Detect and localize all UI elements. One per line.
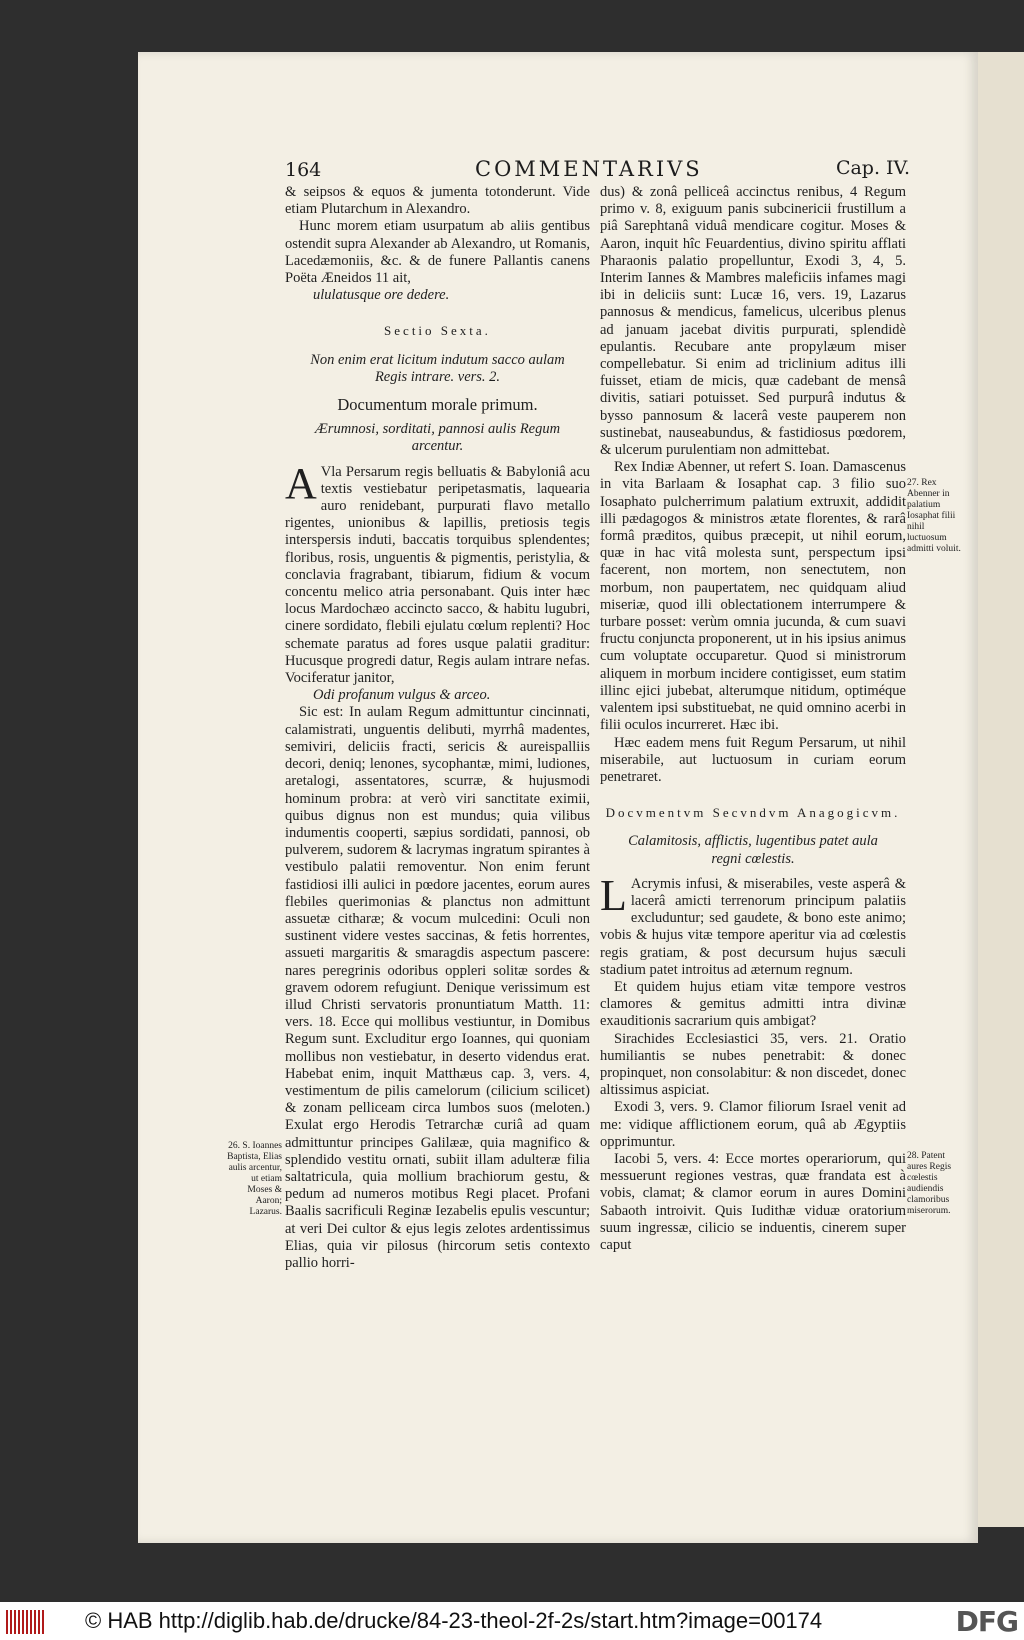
paragraph (285, 458, 590, 688)
chapter-label: Cap. IV. (835, 157, 910, 179)
margin-note-28: 28. Patent aures Regis cœlestis audiendis clamoribus miserorum. (907, 1151, 952, 1216)
section-title: Docvmentvm Secvndvm Anagogicvm. (605, 805, 901, 821)
dfg-logo: DFG (955, 1605, 1018, 1638)
paragraph: Exodi 3, vers. 9. Clamor filiorum Israel venit ad me: vidique afflictionem eorum, quâ ab Ægyptiis opprimuntur. (600, 1099, 906, 1150)
paragraph: ululatusque ore dedere. (313, 287, 450, 304)
left-text-column (285, 184, 590, 1272)
viewer-footer (0, 1602, 1024, 1640)
paragraph: Iacobi 5, vers. 4: Ecce mortes operariorum, qui messuerunt regiones vestras, quæ frandata est à vobis, clamat; & clamor eorum in aures Domini Sabaoth introivit. Quis Iudithæ viduæ oratorium suum ingressæ, cilicio se induentis, cinerem super caput (600, 1150, 906, 1253)
paragraph: Odi profanum vulgus & arceo. (313, 687, 491, 704)
paragraph: Ærumnosi, sorditati, pannosi aulis Regum arcentur. (314, 421, 561, 455)
paragraph: dus) & zonâ pelliceâ accinctus renibus, 4 Regum primo v. 8, exiguum panis subcinericii frustillum a piâ Sarephtanâ viduâ mendicare cogitur. Moses & Aaron, inquit hîc Feuardentius, divino spiritu afflati Pharaonis palatio propelluntur, Exodi 3, 4, 5. Interim Iannes & Mambres maleficiis infames magi ibi in deliciis sunt: Lucæ 16, vers. 19, Lazarus pannosus & mendicus, famelicus, ulceribus plenus ad januam jacebat divitis purpurati, splendidè epulantis. Recubare ante propylæum miser compellebatur. Si enim ad triclinium aditus illi fuisset, etiam de micis, quæ cadebant de mensâ divitis, satiari potuisset. Sed purpurâ indutus & bysso pannosum & lacerâ veste pauperem non sustinebat, nauseabundus, & fastidiosus pœdorem, & ulcerum purulentiam non admittebat. (600, 184, 906, 459)
drop-cap: L (600, 870, 627, 920)
drop-cap: A (285, 458, 317, 508)
paragraph: Sirachides Ecclesiastici 35, vers. 21. Oratio humiliantis se nubes penetrabit: & donec propinquet, non consolabitur: & non discedet, donec altissimus aspiciat. (600, 1030, 906, 1099)
paragraph: Calamitosis, afflictis, lugentibus patet aula regni cœlestis. (628, 833, 878, 867)
paragraph-text: Vla Persarum regis belluatis & Babyloniâ acu textis vestiebatur peripetasmatis, laquearia auro renidebant, purpurati flavo metallo rigentes, unionibus & lapillis, pretiosis tegis interspersis induti, baccatis torquibus splendentes; floribus, rosis, unguentis & pigmentis, peristylia, & conclavia fragrabant, tibiarum, fidium & vocum concentu melico atria personabant. Quis inter hæc locus Mardochæo accincto sacco, & habitu lugubri, cinere sordidato, flebili ejulatu cœlum replenti? Hoc schemate paratus ad fores usque palatii graditur: Hucusque progredi datur, Regis aulam intrare nefas. Vociferatur janitor, (285, 463, 590, 687)
paragraph: Rex Indiæ Abenner, ut refert S. Ioan. Damascenus in vita Barlaam & Iosaphat cap. 3 filio suo Iosaphato pulcherrimum palatium extruxit, addidit illi pædagogos & ministros ætate florentes, & rarâ formâ præditos, quibus præcepit, ut nihil eorum, quæ in hac vitâ molesta sunt, perspectum ipsi facerent, non mortem, non senectutem, non morbum, non paupertatem, nec quidquam aliud miseriæ, quod illi oblectationem interrumpere & turbare posset: verùm omnia jucunda, & cum suavi fructu conjuncta proponerent, ut in his ipsius animus cum voluptate occuparetur. Quod si ministrorum aliquem in morbum incidere contigisset, eum statim illinc ejici jubebat, alterumque nitidum, optiméque valentem ipsi substituebat, ne quid omnino acerbi in filii oculos incurreret. Hæc ibi. (600, 459, 906, 734)
paragraph: Et quidem hujus etiam vitæ tempore vestros clamores & gemitus admitti intra divinæ exauditionis sacrarium quis ambigat? (600, 978, 906, 1030)
paragraph (600, 870, 906, 979)
source-link[interactable]: © HAB http://diglib.hab.de/drucke/84-23-theol-2f-2s/start.htm?image=00174 (85, 1608, 823, 1633)
hab-logo-icon (6, 1610, 46, 1634)
margin-note-27: 27. Rex Abenner in palatium Iosaphat filii nihil luctuosum admitti voluit. (907, 478, 961, 554)
paragraph-text: Acrymis infusi, & miserabiles, veste asperâ & lacerâ amicti terrenorum principum palatiis excluduntur; sed gaudete, & bono este animo; vobis & hujus vitæ tempore aperitur via ad cœlestis regis gratiam, & post decursum hujus sæculi stadium patet introitus ad æternum regnum. (600, 875, 906, 978)
paragraph: Hunc morem etiam usurpatum ab aliis gentibus ostendit supra Alexander ab Alexandro, ut Romanis, Lacedæmoniis, &c. & de funere Pallantis canens Poëta Æneidos 11 ait, (285, 218, 590, 287)
paragraph: Sic est: In aulam Regum admittuntur cincinnati, calamistrati, unguentis delibuti, myrrhâ madentes, semiviri, deliciis fracti, sericis & aureispalliis decori, deniq; lenones, sycophantæ, mimi, ludiones, aretalogi, assentatores, scurræ, & hujusmodi hominum probra: at verò viri sanctitate eximii, quibus dignus non est mundus; quia vilibus indumentis cooperti, sæpius sordidati, pannosi, ob pulverem, sudorem & lacrymas ingratum spirantes à vestibulo palatii removentur. Non enim ferunt fastidiosi illi aulici in pœdore jacentes, eorum aures flebiles querimonias & planctus non admittunt assuetæ citharæ; & vocum mulcedini: Oculi non sustinent videre vestes saccinas, & fetis horrentes, assueti margaritis & smaragdis aspectum pascere: nares peregrinis odoribus oppleri solitæ sordes & gravem odorem refugiunt. Denique verissimum est illud Christi servatoris pronuntiatum Matth. 11: vers. 18. Ecce qui mollibus vestiuntur, in Domibus Regum sunt. Excluditur ergo Ioannes, qui quoniam mollibus non vestiebatur, in deserto videndus erat. Habebat enim, inquit Matthæus cap. 3, vers. 4, vestimentum de pilis camelorum (cilicium scilicet) & zonam pelliceam circa lumbos suos (meloten.) Exulat ergo Herodis Tetrarchæ curiâ ad quam admittuntur principes Galilææ, quia magnifico & splendido vestitu ornati, subiit illam adulteræ filia saltatricula, quia mollium brachiorum gestu, & pedum ad numeros motibus Regi placet. Profani Baalis sacrificuli Reginæ Iezabelis epulis vescuntur; at veri Dei cultor & ejus legis zelotes ardentissimus Elias, quia vir pilosus (hircorum setis contexto pallio horri- (285, 704, 590, 1271)
paragraph: Non enim erat licitum indutum sacco aulam Regis intrare. vers. 2. (310, 351, 565, 385)
section-title: Sectio Sexta. (384, 323, 491, 339)
margin-note-26: 26. S. Ioannes Baptista, Elias aulis arcentur, ut etiam Moses & Aaron; Lazarus. (227, 1141, 282, 1217)
heading: Documentum morale primum. (337, 395, 538, 415)
facing-page-edge (978, 52, 1024, 1527)
paragraph: & seipsos & equos & jumenta totonderunt. Vide etiam Plutarchum in Alexandro. (285, 184, 590, 218)
page-number: 164 (285, 159, 322, 181)
paragraph: Hæc eadem mens fuit Regum Persarum, ut nihil miserabile, aut luctuosum in curiam eorum penetraret. (600, 734, 906, 785)
page-header (285, 155, 910, 185)
running-title: COMMENTARIVS (475, 157, 703, 181)
right-text-column (600, 184, 906, 1254)
